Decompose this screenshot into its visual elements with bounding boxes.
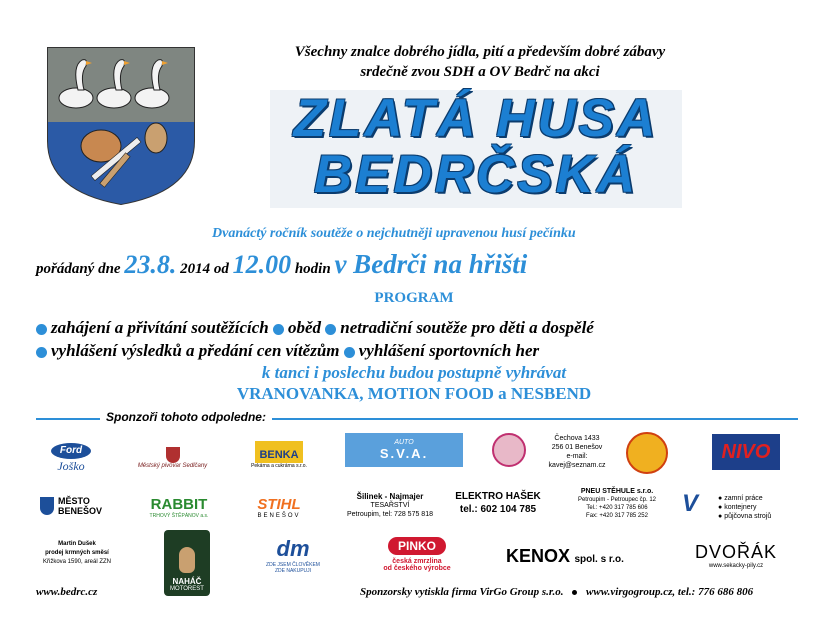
footer-middle	[360, 586, 753, 598]
dm-sub: ZDE NAKUPUJI	[274, 568, 312, 574]
sva-logo	[345, 433, 463, 467]
dvorak-sub: www.sekacky-pily.cz	[708, 563, 764, 569]
rabbit-logo	[140, 492, 218, 522]
pinko-sub: od českého výrobce	[383, 564, 451, 572]
event-time: 12.00	[232, 250, 292, 279]
dm-sub: ZDE JSEM ČLOVĚKEM	[266, 562, 320, 568]
silinek-info	[340, 492, 440, 519]
footer-contact: www.virgogroup.cz, tel.: 776 686 806	[586, 586, 754, 598]
vv-item-text: kontejnery	[724, 504, 757, 511]
dusek-line: Martin Dušek	[58, 541, 96, 547]
program-heading: PROGRAM	[374, 290, 454, 306]
program-item: vyhlášení výsledků a předání cen vítězům	[51, 341, 340, 360]
ford-josko-logo	[40, 440, 102, 476]
program-row-2	[36, 339, 826, 362]
program-list	[36, 316, 826, 362]
invitation-text	[200, 42, 760, 82]
pneu-line: Fax: +420 317 785 252	[586, 513, 648, 519]
dvorak-text: DVOŘÁK	[694, 542, 778, 562]
benka-logo	[250, 434, 308, 476]
silinek-line: TESAŘSTVÍ	[370, 502, 410, 509]
stihl-sub: BENEŠOV	[257, 512, 301, 519]
nahac-sub: MOTOREST	[170, 586, 204, 592]
silinek-line: Petroupim, tel: 728 575 818	[346, 511, 433, 518]
sponsors-heading: Sponzoři tohoto odpoledne:	[100, 410, 272, 424]
event-place: v Bedrči na hřišti	[334, 249, 528, 279]
kenox-logo	[506, 546, 646, 567]
pneu-info	[572, 488, 662, 520]
vv-logo: V	[682, 490, 699, 517]
pneu-line: PNEU STĚHULE s.r.o.	[580, 488, 654, 495]
subtitle: Dvanáctý ročník soutěže o nejchutněji upravenou husí pečínku	[212, 226, 576, 241]
program-row-1	[36, 316, 826, 339]
silinek-line: Šilinek - Najmajer	[356, 492, 424, 501]
dusek-line: prodej krmných směsí	[45, 550, 109, 556]
event-year: 2014 od	[180, 261, 229, 277]
dvorak-logo	[686, 542, 786, 569]
music-line-1: k tanci i poslechu budou postupně vyhrávat	[261, 363, 567, 382]
event-title-line-1: ZLATÁ HUSA	[293, 89, 659, 148]
vv-item-text: půjčovna strojů	[724, 513, 772, 520]
event-title-block	[270, 90, 682, 208]
address-line: kavej@seznam.cz	[548, 462, 606, 469]
house-icon	[492, 433, 526, 467]
stihl-text: STIHL	[257, 495, 301, 513]
bullet-icon	[344, 347, 355, 358]
ford-logo: Ford	[51, 443, 91, 459]
vv-item-text: zamní práce	[724, 495, 763, 502]
nahac-name: NAHÁČ	[172, 577, 202, 586]
program-item: zahájení a přivítání soutěžících	[51, 318, 269, 337]
pneu-line: Tel.: +420 317 785 606	[586, 505, 648, 511]
event-date-line	[36, 249, 816, 280]
benesov-line: BENEŠOV	[58, 506, 103, 516]
benka-text: BENKA	[255, 441, 302, 463]
invitation-line-2: srdečně zvou SDH a OV Bedrč na akci	[360, 64, 600, 80]
elektro-info	[448, 490, 548, 516]
event-date: 23.8.	[124, 250, 177, 279]
address-line: Čechova 1433	[554, 435, 600, 442]
bullet-icon	[36, 347, 47, 358]
bullet-icon	[325, 324, 336, 335]
cechova-address	[537, 434, 617, 470]
dusek-info	[36, 540, 118, 567]
footprint-icon	[179, 547, 195, 573]
pinko-text: PINKO	[388, 537, 446, 555]
address-line: e-mail:	[566, 453, 588, 460]
smile-logo	[626, 432, 668, 474]
vv-item: ● kontejnery	[718, 504, 757, 511]
bullet-icon	[273, 324, 284, 335]
nivo-logo	[712, 434, 780, 470]
elektro-phone: tel.: 602 104 785	[459, 504, 537, 515]
invitation-line-1: Všechny znalce dobrého jídla, pití a především dobré zábavy	[294, 44, 666, 60]
dusek-line: Křižkova 1590, areál ZZN	[42, 559, 112, 565]
vv-item: ● zamní práce	[718, 495, 763, 502]
kenox-sub: spol. s r.o.	[574, 554, 624, 565]
vv-services	[718, 494, 798, 521]
stihl-logo	[248, 492, 310, 522]
kenox-text: KENOX	[506, 546, 571, 566]
pinko-logo	[372, 530, 462, 578]
bullet-icon	[36, 324, 47, 335]
sva-text: S.V.A.	[379, 446, 429, 461]
event-title-line-2: BEDRČSKÁ	[313, 145, 639, 204]
mesto-text	[58, 496, 102, 516]
pneu-line: Petroupim - Petroupec čp. 12	[577, 497, 657, 503]
address-line: 256 01 Benešov	[551, 444, 603, 451]
coat-of-arms	[46, 46, 196, 206]
program-item: oběd	[287, 318, 322, 337]
music-line-2: VRANOVANKA, MOTION FOOD a NESBEND	[236, 384, 592, 403]
shield-icon	[166, 447, 180, 463]
dm-text: dm	[276, 536, 310, 561]
footer-left: www.bedrc.cz	[36, 586, 98, 598]
bullet-icon	[572, 590, 577, 595]
sva-auto: AUTO	[394, 439, 414, 446]
pinko-sub: česká zmrzlina	[392, 557, 442, 565]
pivovar-text: Městský pivovar Sedlčany	[137, 463, 208, 469]
program-item: vyhlášení sportovních her	[358, 341, 540, 360]
dm-logo	[258, 530, 328, 580]
date-prefix: pořádaný dne	[36, 261, 121, 277]
rabbit-text: RABBIT	[150, 495, 208, 513]
mesto-line: MĚSTO	[58, 496, 90, 506]
benka-sub: Pekárna a cukrárna s.r.o.	[251, 463, 307, 469]
program-item: netradiční soutěže pro děti a dospělé	[340, 318, 594, 337]
mesto-benesov-logo	[40, 490, 108, 522]
shield-icon	[40, 497, 54, 515]
event-hodin: hodin	[294, 261, 331, 277]
pivovar-logo	[135, 436, 210, 480]
vv-item: ● půjčovna strojů	[718, 513, 772, 520]
elektro-name: ELEKTRO HAŠEK	[455, 491, 541, 502]
josko-text: Joško	[57, 458, 85, 473]
nahac-logo	[164, 530, 210, 596]
footer-printer: Sponzorsky vytiskla firma VirGo Group s.r.o.	[360, 586, 564, 598]
rabbit-sub: TRHOVÝ ŠTĚPÁNOV a.s.	[149, 512, 209, 519]
nivo-text: NIVO	[721, 440, 771, 463]
cechova-logo	[490, 432, 528, 468]
